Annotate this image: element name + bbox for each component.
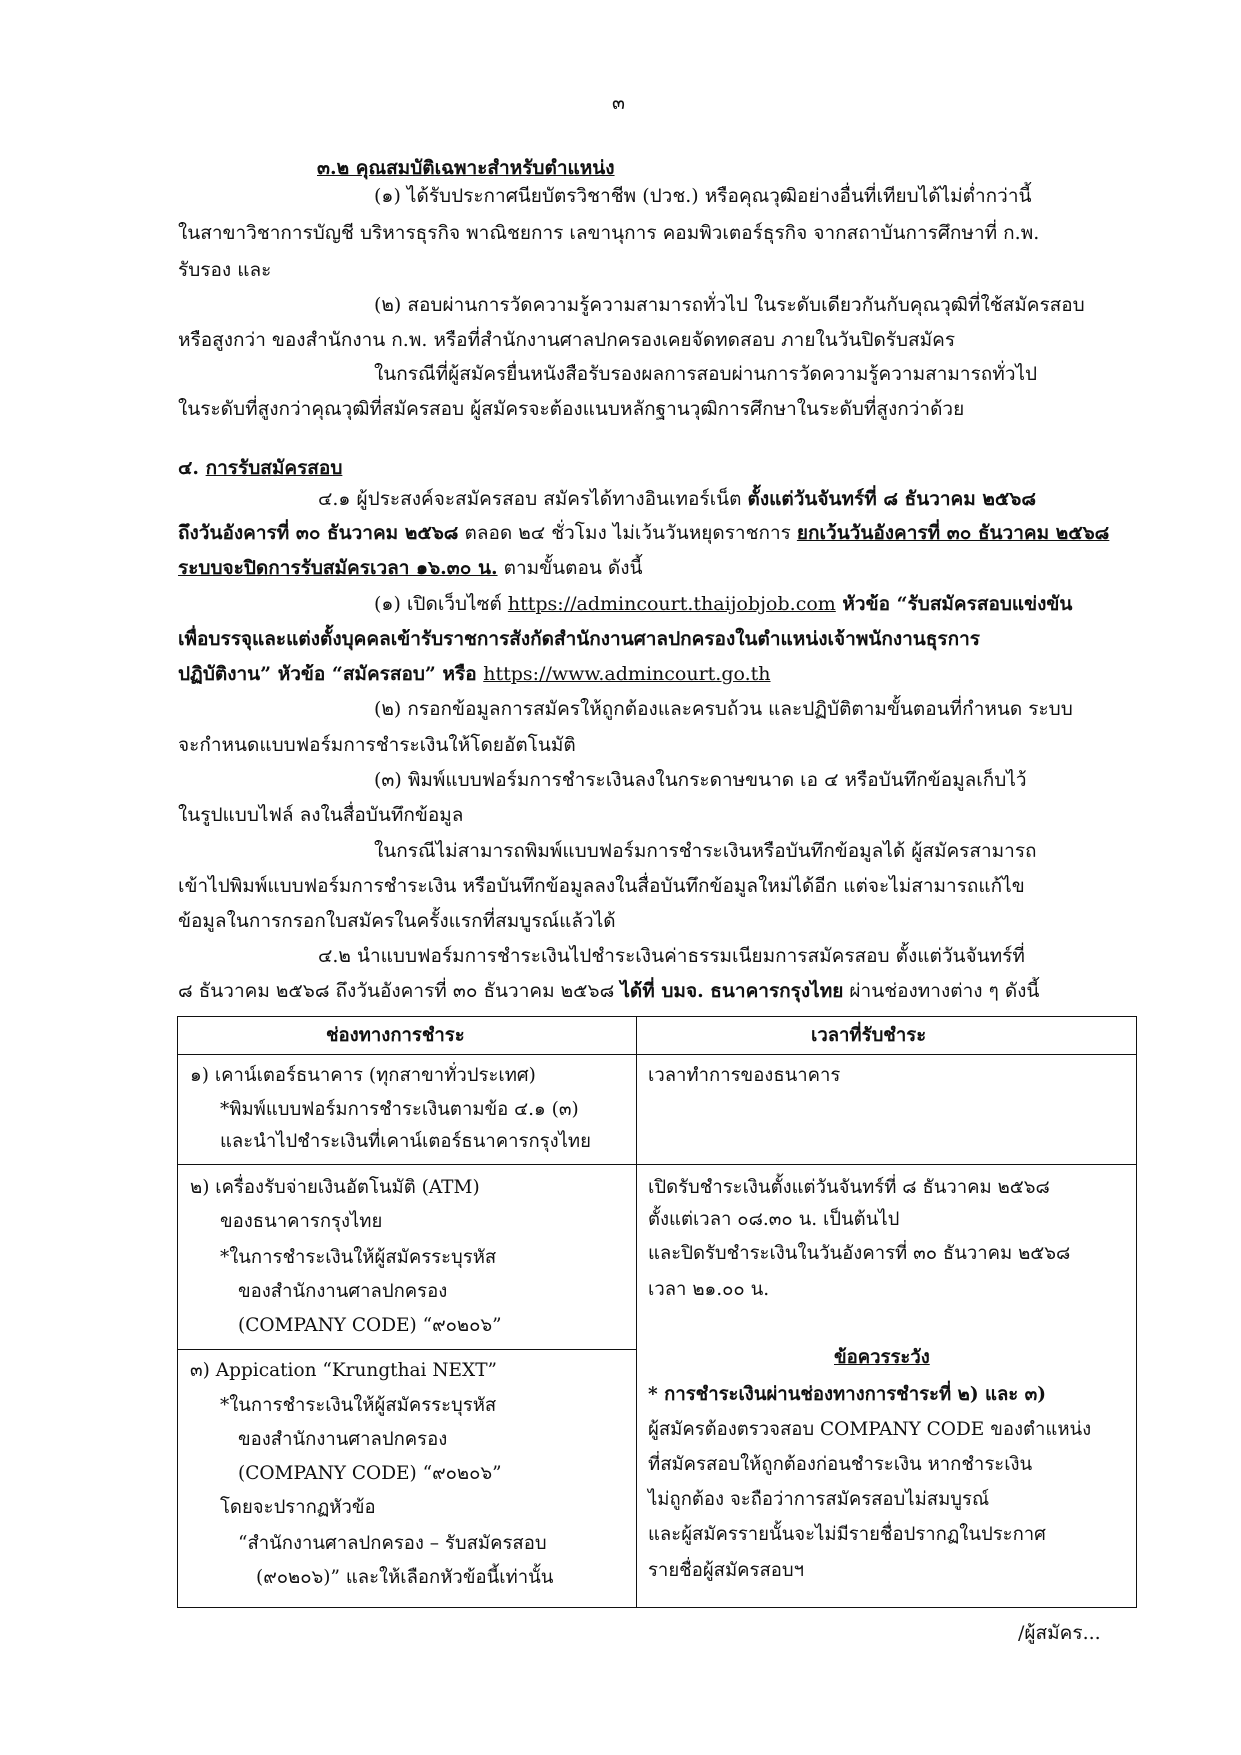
section-3-2-heading bbox=[317, 157, 615, 180]
s4-line-5: เพื่อบรรจุและแต่งตั้งบุคคลเข้ารับราชการสังกัดสำนักงานศาลปกครองในตำแหน่งเจ้าพนักงานธุรการ bbox=[178, 628, 980, 650]
thaijobjob-link[interactable]: https://admincourt.thaijobjob.com bbox=[507, 593, 836, 615]
r2-c2-line-3: และปิดรับชำระเงินในวันอังคารที่ ๓๐ ธันวาคม ๒๕๖๘ bbox=[648, 1243, 1071, 1264]
s32-line-2: ในสาขาวิชาการบัญชี บริหารธุรกิจ พาณิชยการ เลขานุการ คอมพิวเตอร์ธุรกิจ จากสถาบันการศึกษาที่ ก.พ. bbox=[178, 222, 1040, 244]
r3-c1-line-7: (๙๐๒๐๖)” และให้เลือกหัวข้อนี้เท่านั้น bbox=[256, 1567, 554, 1588]
s4-l1-date: ตั้งแต่วันจันทร์ที่ ๘ ธันวาคม ๒๕๖๘ bbox=[747, 488, 1037, 510]
page-number: ๓ bbox=[612, 92, 625, 114]
s4-line-14: ๔.๒ นำแบบฟอร์มการชำระเงินไปชำระเงินค่าธรรมเนียมการสมัครสอบ ตั้งแต่วันจันทร์ที่ bbox=[318, 945, 1025, 967]
s4-line-11: ในกรณีไม่สามารถพิมพ์แบบฟอร์มการชำระเงินหรือบันทึกข้อมูลได้ ผู้สมัครสามารถ bbox=[374, 840, 1037, 862]
admincourt-link[interactable]: https://www.admincourt.go.th bbox=[483, 663, 771, 685]
r3-c1-line-2: *ในการชำระเงินให้ผู้สมัครระบุรหัส bbox=[220, 1395, 497, 1416]
r3-c1-line-1: ๓) Appication “Krungthai NEXT” bbox=[190, 1360, 498, 1381]
s4-line-3 bbox=[178, 557, 643, 580]
r2-c1-line-3: *ในการชำระเงินให้ผู้สมัครระบุรหัส bbox=[220, 1247, 497, 1268]
s4-l15-bank: ได้ที่ บมจ. ธนาคารกรุงไทย bbox=[620, 980, 844, 1002]
s4-line-2 bbox=[178, 522, 1109, 545]
s4-line-15 bbox=[178, 980, 1039, 1003]
r3-c1-line-3: ของสำนักงานศาลปกครอง bbox=[238, 1429, 448, 1450]
s4-line-9: (๓) พิมพ์แบบฟอร์มการชำระเงินลงในกระดาษขนาด เอ ๔ หรือบันทึกข้อมูลเก็บไว้ bbox=[374, 769, 1027, 791]
s4-l15-text: ๘ ธันวาคม ๒๕๖๘ ถึงวันอังคารที่ ๓๐ ธันวาคม ๒๕๖๘ bbox=[178, 980, 621, 1002]
r2-c1-line-2: ของธนาคารกรุงไทย bbox=[220, 1211, 383, 1232]
s4-line-4 bbox=[374, 593, 1072, 616]
s32-line-1: (๑) ได้รับประกาศนียบัตรวิชาชีพ (ปวช.) หรือคุณวุฒิอย่างอื่นที่เทียบได้ไม่ต่ำกว่านี้ bbox=[374, 185, 1032, 207]
r3-c1-line-5: โดยจะปรากฏหัวข้อ bbox=[220, 1497, 376, 1518]
caution-line-2: ผู้สมัครต้องตรวจสอบ COMPANY CODE ของตำแหน่ง bbox=[648, 1419, 1092, 1440]
caution-line-3: ที่สมัครสอบให้ถูกต้องก่อนชำระเงิน หากชำระเงิน bbox=[648, 1454, 1033, 1475]
table-row-1-divider bbox=[178, 1164, 1136, 1165]
s4-l3-closing: ระบบจะปิดการรับสมัครเวลา ๑๖.๓๐ น. bbox=[178, 557, 498, 579]
s32-line-7: ในระดับที่สูงกว่าคุณวุฒิที่สมัครสอบ ผู้สมัครจะต้องแนบหลักฐานวุฒิการศึกษาในระดับที่สูงกว่าด้วย bbox=[178, 398, 965, 420]
r3-c1-line-6: “สำนักงานศาลปกครอง – รับสมัครสอบ bbox=[238, 1533, 547, 1554]
r2-c1-line-4: ของสำนักงานศาลปกครอง bbox=[238, 1281, 448, 1302]
s4-l2-text: ตลอด ๒๔ ชั่วโมง ไม่เว้นวันหยุดราชการ bbox=[458, 522, 797, 544]
s4-line-12: เข้าไปพิมพ์แบบฟอร์มการชำระเงิน หรือบันทึกข้อมูลลงในสื่อบันทึกข้อมูลใหม่ได้อีก แต่จะไม่สามารถแก้ไข bbox=[178, 875, 1025, 897]
table-header-time: เวลาที่รับชำระ bbox=[811, 1025, 927, 1046]
section-3-2-heading-text: ๓.๒ คุณสมบัติเฉพาะสำหรับตำแหน่ง bbox=[317, 157, 615, 179]
table-header-divider bbox=[178, 1054, 1136, 1055]
s4-l2-date: ถึงวันอังคารที่ ๓๐ ธันวาคม ๒๕๖๘ bbox=[178, 522, 459, 544]
r2-c2-line-1: เปิดรับชำระเงินตั้งแต่วันจันทร์ที่ ๘ ธันวาคม ๒๕๖๘ bbox=[648, 1177, 1050, 1198]
r2-c2-line-2: ตั้งแต่เวลา ๐๘.๓๐ น. เป็นต้นไป bbox=[648, 1209, 900, 1230]
caution-line-6: รายชื่อผู้สมัครสอบฯ bbox=[648, 1560, 805, 1581]
table-column-divider bbox=[636, 1017, 637, 1607]
s4-line-13: ข้อมูลในการกรอกใบสมัครในครั้งแรกที่สมบูรณ์แล้วได้ bbox=[178, 910, 616, 932]
s4-line-6 bbox=[178, 663, 771, 686]
s32-line-6: ในกรณีที่ผู้สมัครยื่นหนังสือรับรองผลการสอบผ่านการวัดความรู้ความสามารถทั่วไป bbox=[374, 363, 1038, 385]
s32-line-3: รับรอง และ bbox=[178, 259, 272, 281]
s4-l2-exception: ยกเว้นวันอังคารที่ ๓๐ ธันวาคม ๒๕๖๘ bbox=[796, 522, 1110, 544]
table-header-channel: ช่องทางการชำระ bbox=[326, 1025, 465, 1046]
s4-l4-text: (๑) เปิดเว็บไซต์ bbox=[374, 593, 508, 615]
s4-line-1 bbox=[318, 488, 1036, 511]
s4-l1-text: ๔.๑ ผู้ประสงค์จะสมัครสอบ สมัครได้ทางอินเทอร์เน็ต bbox=[318, 488, 748, 510]
s4-line-10: ในรูปแบบไฟล์ ลงในสื่อบันทึกข้อมูล bbox=[178, 804, 464, 826]
r1-c2-line-1: เวลาทำการของธนาคาร bbox=[648, 1065, 841, 1086]
payment-table bbox=[177, 1016, 1137, 1608]
s32-line-4: (๒) สอบผ่านการวัดความรู้ความสามารถทั่วไป ในระดับเดียวกันกับคุณวุฒิที่ใช้สมัครสอบ bbox=[374, 294, 1085, 316]
s4-line-7: (๒) กรอกข้อมูลการสมัครให้ถูกต้องและครบถ้วน และปฏิบัติตามขั้นตอนที่กำหนด ระบบ bbox=[374, 698, 1073, 720]
caution-line-5: และผู้สมัครรายนั้นจะไม่มีรายชื่อปรากฏในประกาศ bbox=[648, 1524, 1046, 1545]
r3-c1-line-4: (COMPANY CODE) “๙๐๒๐๖” bbox=[238, 1463, 502, 1484]
r2-c1-line-1: ๒) เครื่องรับจ่ายเงินอัตโนมัติ (ATM) bbox=[190, 1177, 480, 1198]
section-4-heading-text: การรับสมัครสอบ bbox=[205, 457, 343, 479]
caution-title: ข้อควรระวัง bbox=[834, 1347, 930, 1368]
s4-l15-tail: ผ่านช่องทางต่าง ๆ ดังนี้ bbox=[843, 980, 1040, 1002]
s4-l6-text: ปฏิบัติงาน” หัวข้อ “สมัครสอบ” หรือ bbox=[178, 663, 484, 685]
page-continuation: /ผู้สมัคร... bbox=[1018, 1622, 1101, 1644]
s4-l3-text: ตามขั้นตอน ดังนี้ bbox=[497, 557, 643, 579]
section-4-heading bbox=[178, 457, 342, 480]
s4-line-8: จะกำหนดแบบฟอร์มการชำระเงินให้โดยอัตโนมัติ bbox=[178, 734, 576, 756]
r1-c1-line-1: ๑) เคาน์เตอร์ธนาคาร (ทุกสาขาทั่วประเทศ) bbox=[190, 1065, 536, 1086]
r2-c2-line-4: เวลา ๒๑.๐๐ น. bbox=[648, 1279, 770, 1300]
r2-c1-line-5: (COMPANY CODE) “๙๐๒๐๖” bbox=[238, 1315, 502, 1336]
caution-line-1: * การชำระเงินผ่านช่องทางการชำระที่ ๒) และ ๓) bbox=[648, 1384, 1047, 1405]
s32-line-5: หรือสูงกว่า ของสำนักงาน ก.พ. หรือที่สำนักงานศาลปกครองเคยจัดทดสอบ ภายในวันปิดรับสมัคร bbox=[178, 329, 956, 351]
r1-c1-line-3: และนำไปชำระเงินที่เคาน์เตอร์ธนาคารกรุงไทย bbox=[220, 1131, 591, 1152]
section-4-number: ๔. bbox=[178, 457, 199, 479]
table-row-2-divider-left bbox=[178, 1349, 636, 1350]
caution-line-4: ไม่ถูกต้อง จะถือว่าการสมัครสอบไม่สมบูรณ์ bbox=[648, 1489, 990, 1510]
s4-l4-topic: หัวข้อ “รับสมัครสอบแข่งขัน bbox=[835, 593, 1073, 615]
r1-c1-line-2: *พิมพ์แบบฟอร์มการชำระเงินตามข้อ ๔.๑ (๓) bbox=[220, 1099, 579, 1120]
